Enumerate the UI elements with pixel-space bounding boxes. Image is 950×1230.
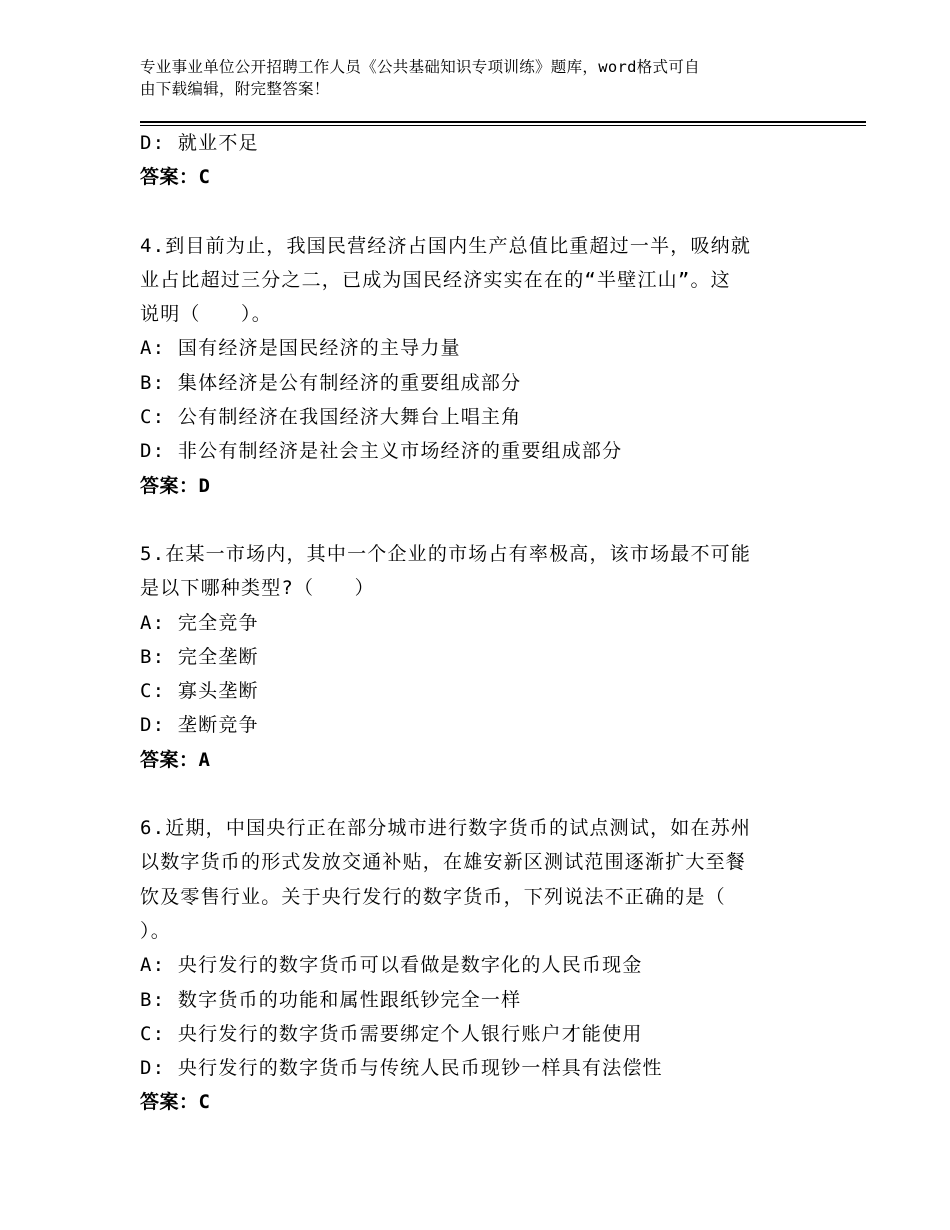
question-content xyxy=(140,126,800,1120)
answer: 答案：D xyxy=(140,474,211,497)
option-b: B: 完全垄断 xyxy=(140,645,259,668)
option-a: A: 央行发行的数字货币可以看做是数字化的人民币现金 xyxy=(140,954,643,977)
question-text-line: 业占比超过三分之二，已成为国民经济实实在在的“半壁江山”。这 xyxy=(140,268,731,291)
option-d: D: 非公有制经济是社会主义市场经济的重要组成部分 xyxy=(140,440,623,463)
answer: 答案：C xyxy=(140,166,211,189)
option-d: D: 就业不足 xyxy=(140,132,259,154)
question-text-line: 说明（ ）。 xyxy=(140,303,272,326)
header-line-2: 由下载编辑，附完整答案！ xyxy=(140,80,330,98)
header-line-1: 专业事业单位公开招聘工作人员《公共基础知识专项训练》题库，word格式可自 xyxy=(140,58,700,76)
answer: 答案：C xyxy=(140,1091,211,1114)
header-divider-thick xyxy=(140,121,866,123)
spacer xyxy=(140,777,800,811)
spacer xyxy=(140,195,800,229)
option-c: C: 寡头垄断 xyxy=(140,680,259,703)
question-text-line: 以数字货币的形式发放交通补贴，在雄安新区测试范围逐渐扩大至餐 xyxy=(140,851,747,874)
question-text-line: 饮及零售行业。关于央行发行的数字货币，下列说法不正确的是（ xyxy=(140,885,726,908)
question-block xyxy=(140,811,800,1120)
option-d: D: 垄断竞争 xyxy=(140,714,259,737)
question-block xyxy=(140,537,800,777)
option-a: A: 国有经济是国民经济的主导力量 xyxy=(140,337,461,360)
spacer xyxy=(140,503,800,537)
question-text-line: 是以下哪种类型?（ ） xyxy=(140,577,375,600)
question-text-line: ）。 xyxy=(140,919,171,942)
question-text-line: 4.到目前为止，我国民营经济占国内生产总值比重超过一半，吸纳就 xyxy=(140,234,752,257)
answer: 答案：A xyxy=(140,748,211,771)
question-text-line: 5.在某一市场内，其中一个企业的市场占有率极高，该市场最不可能 xyxy=(140,542,752,565)
option-d: D: 央行发行的数字货币与传统人民币现钞一样具有法偿性 xyxy=(140,1057,663,1080)
question-block xyxy=(140,229,800,503)
option-c: C: 公有制经济在我国经济大舞台上唱主角 xyxy=(140,406,522,429)
document-header xyxy=(140,56,800,100)
question-text-line: 6.近期，中国央行正在部分城市进行数字货币的试点测试，如在苏州 xyxy=(140,817,752,840)
option-c: C: 央行发行的数字货币需要绑定个人银行账户才能使用 xyxy=(140,1022,643,1045)
option-b: B: 数字货币的功能和属性跟纸钞完全一样 xyxy=(140,988,522,1011)
option-a: A: 完全竞争 xyxy=(140,611,259,634)
option-b: B: 集体经济是公有制经济的重要组成部分 xyxy=(140,371,522,394)
